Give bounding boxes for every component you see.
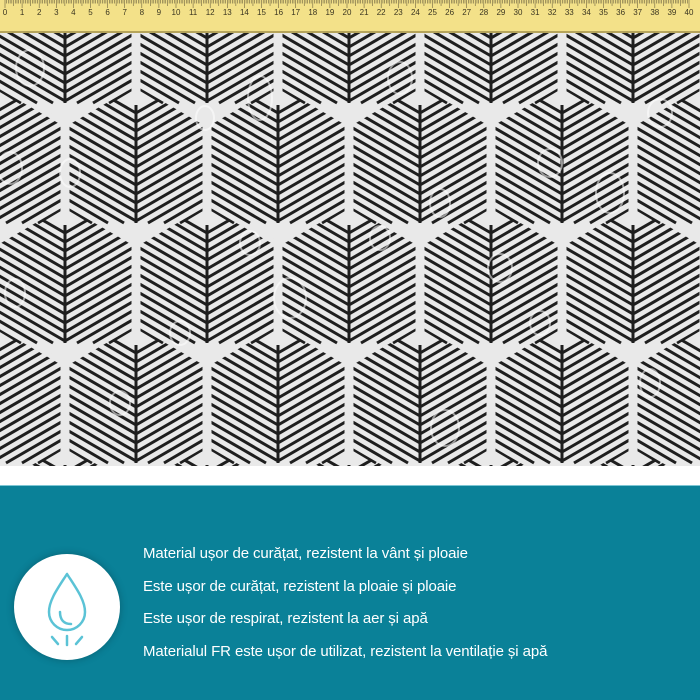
feature-item: Material ușor de curățat, rezistent la vânt și ploaie — [143, 545, 468, 562]
measuring-ruler — [0, 0, 700, 33]
ruler-label: 22 — [376, 8, 386, 17]
ruler-label: 16 — [274, 8, 284, 17]
ruler-label: 7 — [122, 8, 127, 17]
ruler-label: 27 — [462, 8, 472, 17]
water-drop-icon — [14, 554, 120, 660]
ruler-label: 32 — [547, 8, 557, 17]
hexagon-leaf-pattern — [0, 33, 700, 466]
ruler-label: 1 — [19, 8, 25, 17]
ruler-label: 12 — [205, 8, 215, 17]
ruler-label: 2 — [36, 8, 42, 17]
ruler-label: 4 — [71, 8, 76, 17]
ruler-label: 11 — [188, 8, 198, 17]
ruler-label: 34 — [581, 8, 591, 17]
ruler-label: 26 — [445, 8, 455, 17]
ruler-label: 14 — [239, 8, 249, 17]
ruler-label: 13 — [222, 8, 232, 17]
ruler-labels — [0, 8, 700, 22]
ruler-label: 25 — [428, 8, 437, 17]
feature-panel — [0, 485, 700, 700]
ruler-label: 5 — [88, 8, 93, 17]
ruler-label: 35 — [599, 8, 608, 17]
ruler-label: 30 — [513, 8, 523, 17]
fabric-swatch-image — [0, 33, 700, 466]
feature-item: Materialul FR este ușor de utilizat, rezistent la ventilație și apă — [143, 642, 548, 660]
ruler-label: 40 — [684, 8, 694, 17]
ruler-label: 24 — [410, 8, 420, 17]
ruler-label: 20 — [342, 8, 352, 17]
ruler-label: 8 — [139, 8, 145, 17]
ruler-label: 23 — [393, 8, 403, 17]
ruler-label: 31 — [530, 8, 540, 17]
water-resistance-badge — [14, 554, 120, 660]
ruler-label: 39 — [667, 8, 677, 17]
ruler-label: 28 — [479, 8, 489, 17]
ruler-label: 29 — [496, 8, 506, 17]
ruler-label: 6 — [105, 8, 110, 17]
ruler-label: 33 — [564, 8, 574, 17]
feature-item: Este ușor de respirat, rezistent la aer și apă — [143, 610, 428, 627]
ruler-label: 38 — [650, 8, 660, 17]
feature-list — [143, 538, 547, 668]
ruler-label: 18 — [308, 8, 318, 17]
ruler-label: 19 — [325, 8, 335, 17]
white-separator — [0, 466, 700, 485]
ruler-label: 0 — [2, 8, 8, 17]
ruler-label: 3 — [54, 8, 59, 17]
ruler-label: 17 — [291, 8, 301, 17]
ruler-label: 10 — [171, 8, 181, 17]
ruler-label: 9 — [156, 8, 162, 17]
ruler-label: 15 — [257, 8, 266, 17]
feature-item: Este ușor de curățat, rezistent la ploaie și ploaie — [143, 577, 457, 595]
ruler-label: 21 — [359, 8, 369, 17]
ruler-label: 37 — [633, 8, 643, 17]
ruler-label: 36 — [616, 8, 626, 17]
